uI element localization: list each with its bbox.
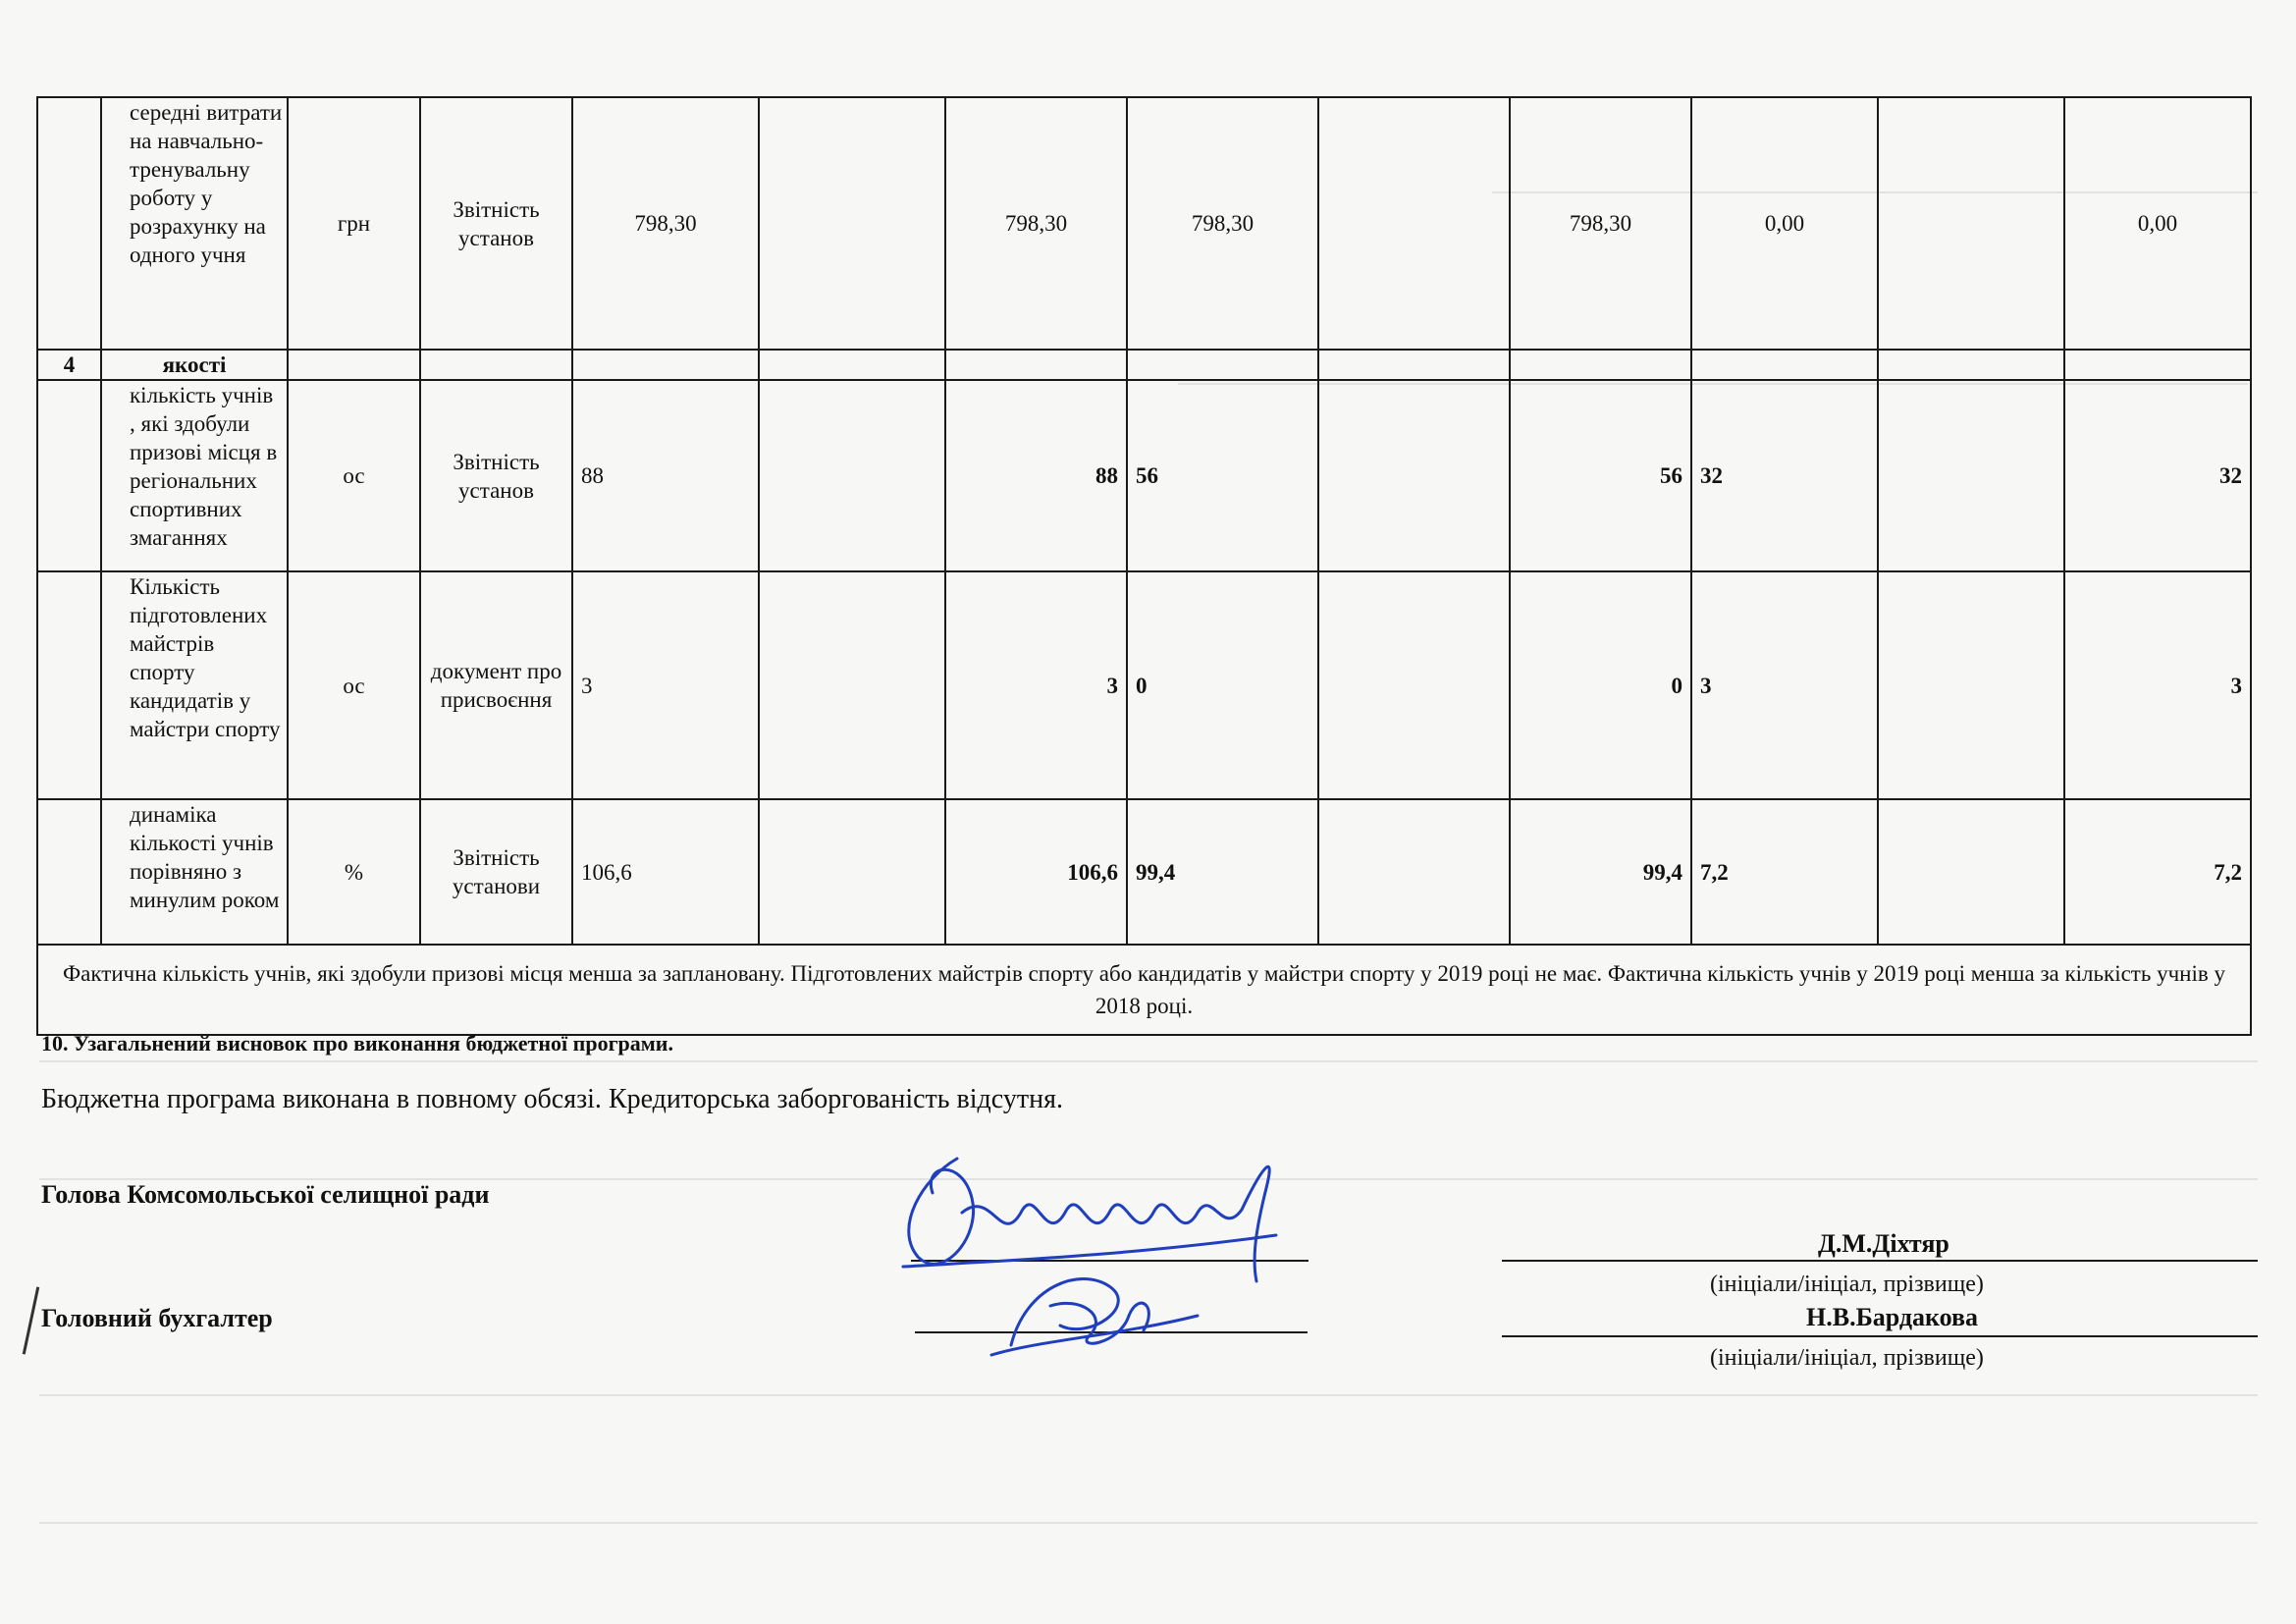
- table-row: [37, 571, 2251, 799]
- plan-special-cell: [759, 799, 945, 945]
- row-number: [37, 571, 101, 799]
- fact-general-cell: 0: [1127, 571, 1318, 799]
- accountant-signature-image: [972, 1247, 1217, 1365]
- fact-special-cell: [1318, 799, 1510, 945]
- indicator-name: кількість учнів , які здобули призові місця в регіональних спортивних змаганнях: [101, 380, 288, 571]
- plan-total-cell: 3: [945, 571, 1127, 799]
- plan-special-cell: [759, 571, 945, 799]
- indicator-name: середні витрати на навчально-тренувальну роботу у розрахунку на одного учня: [101, 97, 288, 350]
- plan-total-cell: 798,30: [945, 97, 1127, 350]
- plan-total-cell: 106,6: [945, 799, 1127, 945]
- dev-special-cell: [1878, 571, 2064, 799]
- fact-total-cell: 798,30: [1510, 97, 1691, 350]
- dev-general-cell: 32: [1691, 380, 1878, 571]
- source-cell: документ про присвоєння: [420, 571, 572, 799]
- dev-total-cell: 7,2: [2064, 799, 2251, 945]
- explanation-note: Фактична кількість учнів, які здобули призові місця менша за заплановану. Підготовлених майстрів спорту або кандидатів у майстри спорту у 2019 році не має. Фактична кількість учнів у 2019 році менша за кількість учнів у 2018 році.: [37, 945, 2251, 1035]
- performance-indicators-table: [36, 96, 2252, 1036]
- head-name-hint: (ініціали/ініціал, прізвище): [1710, 1272, 1984, 1297]
- fact-general-cell: 798,30: [1127, 97, 1318, 350]
- source-cell: Звітність установ: [420, 97, 572, 350]
- ghost-line: [39, 1522, 2258, 1524]
- accountant-name-hint: (ініціали/ініціал, прізвище): [1710, 1345, 1984, 1371]
- unit-cell: ос: [288, 380, 420, 571]
- section-title: якості: [101, 350, 288, 380]
- row-number: [37, 97, 101, 350]
- indicator-name: динаміка кількості учнів порівняно з минулим роком: [101, 799, 288, 945]
- unit-cell: грн: [288, 97, 420, 350]
- plan-special-cell: [759, 380, 945, 571]
- section-number: 4: [37, 350, 101, 380]
- fact-special-cell: [1318, 380, 1510, 571]
- plan-general-cell: 3: [572, 571, 759, 799]
- dev-general-cell: 0,00: [1691, 97, 1878, 350]
- ghost-line: [39, 1394, 2258, 1396]
- table-row: [37, 97, 2251, 350]
- dev-special-cell: [1878, 799, 2064, 945]
- table-row: [37, 380, 2251, 571]
- accountant-name-line: [1502, 1335, 2258, 1337]
- dev-total-cell: 0,00: [2064, 97, 2251, 350]
- table-row: [37, 799, 2251, 945]
- head-name-line: [1502, 1260, 2258, 1262]
- plan-total-cell: 88: [945, 380, 1127, 571]
- fact-general-cell: 99,4: [1127, 799, 1318, 945]
- conclusion-text: Бюджетна програма виконана в повному обсязі. Кредиторська заборгованість відсутня.: [41, 1084, 1063, 1114]
- fact-special-cell: [1318, 571, 1510, 799]
- accountant-name: Н.В.Бардакова: [1806, 1303, 1979, 1331]
- explanation-row: [37, 945, 2251, 1035]
- accountant-label: Головний бухгалтер: [41, 1304, 273, 1332]
- source-cell: Звітність установ: [420, 380, 572, 571]
- margin-mark: [23, 1286, 39, 1354]
- indicator-name: Кількість підготовлених майстрів спорту кандидатів у майстри спорту: [101, 571, 288, 799]
- fact-general-cell: 56: [1127, 380, 1318, 571]
- unit-cell: %: [288, 799, 420, 945]
- fact-special-cell: [1318, 97, 1510, 350]
- head-name: Д.М.Діхтяр: [1818, 1229, 1949, 1258]
- ghost-line: [39, 1060, 2258, 1062]
- dev-special-cell: [1878, 97, 2064, 350]
- section-row: [37, 350, 2251, 380]
- plan-general-cell: 88: [572, 380, 759, 571]
- head-label: Голова Комсомольської селищної ради: [41, 1180, 490, 1209]
- fact-total-cell: 56: [1510, 380, 1691, 571]
- fact-total-cell: 99,4: [1510, 799, 1691, 945]
- section-heading: 10. Узагальнений висновок про виконання бюджетної програми.: [41, 1031, 673, 1056]
- fact-total-cell: 0: [1510, 571, 1691, 799]
- dev-general-cell: 7,2: [1691, 799, 1878, 945]
- source-cell: Звітність установи: [420, 799, 572, 945]
- dev-special-cell: [1878, 380, 2064, 571]
- row-number: [37, 799, 101, 945]
- dev-total-cell: 3: [2064, 571, 2251, 799]
- plan-special-cell: [759, 97, 945, 350]
- plan-general-cell: 798,30: [572, 97, 759, 350]
- dev-general-cell: 3: [1691, 571, 1878, 799]
- dev-total-cell: 32: [2064, 380, 2251, 571]
- row-number: [37, 380, 101, 571]
- plan-general-cell: 106,6: [572, 799, 759, 945]
- unit-cell: ос: [288, 571, 420, 799]
